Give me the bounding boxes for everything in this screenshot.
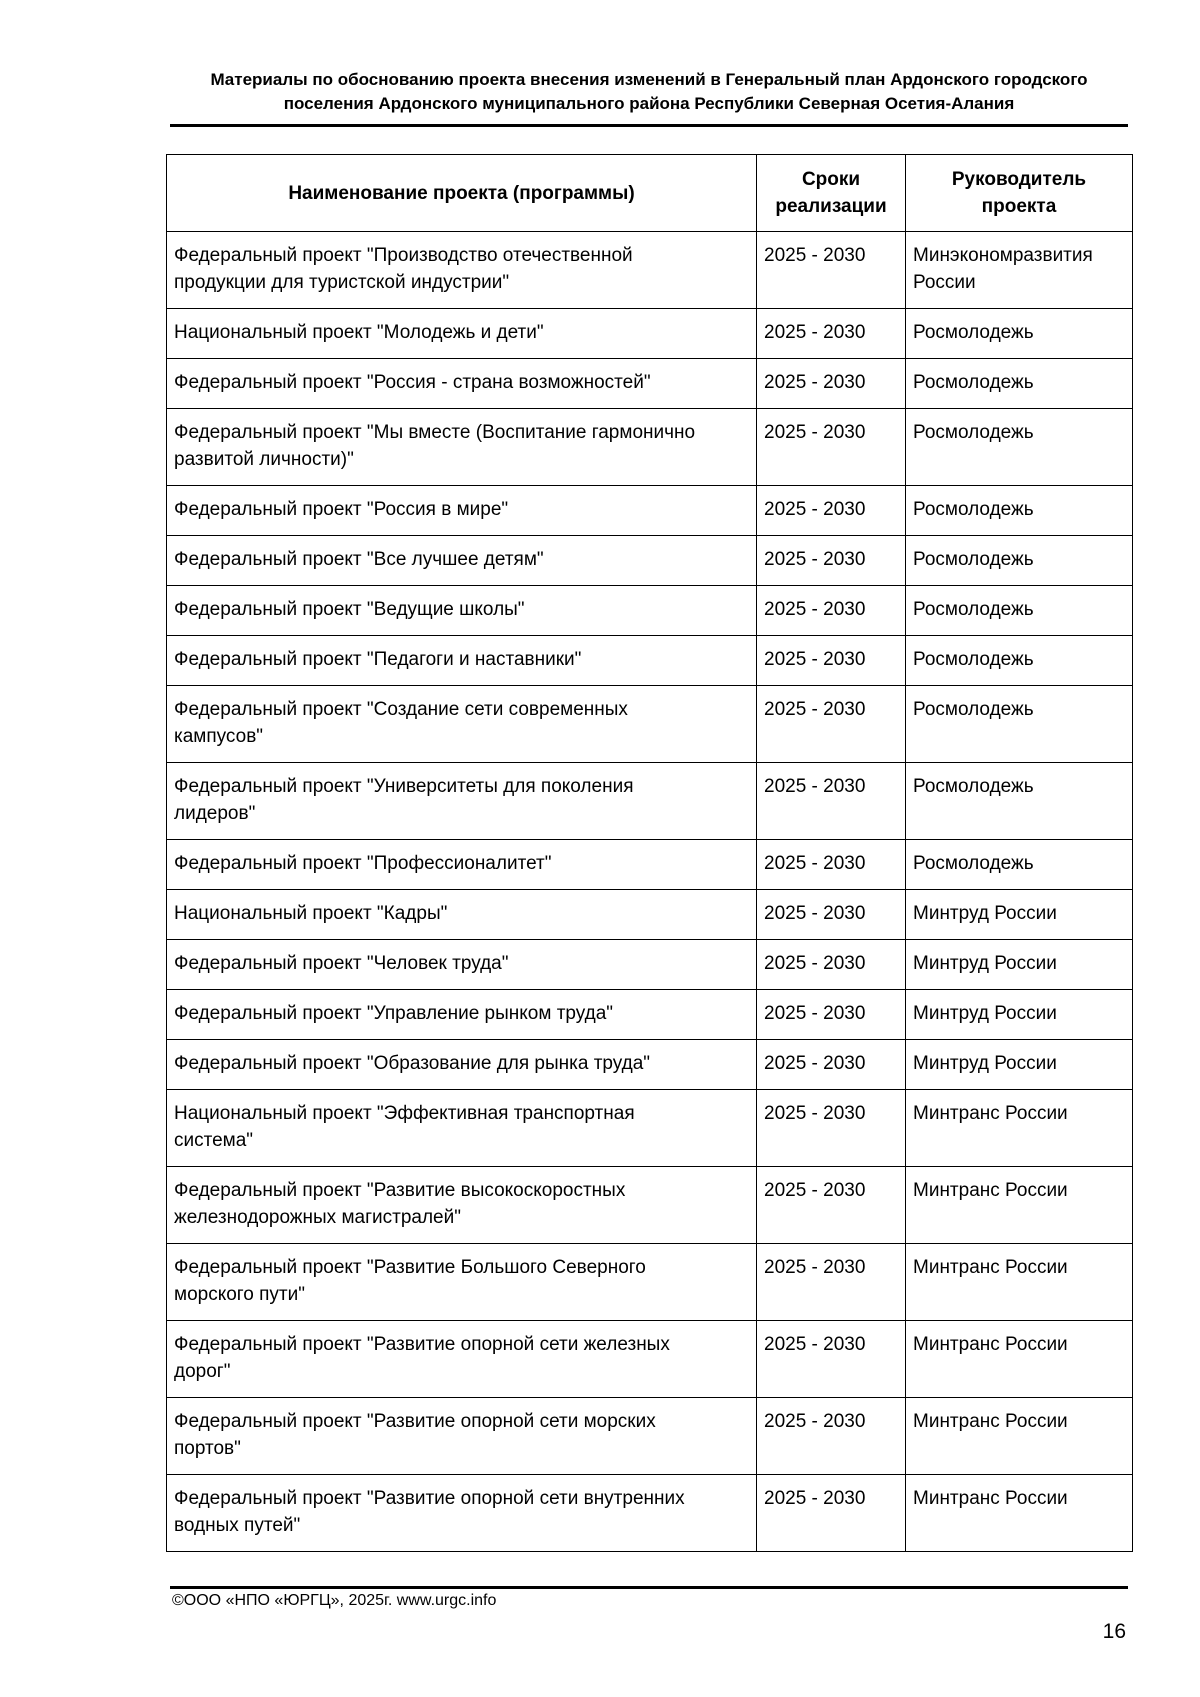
- cell-period-text: 2025 - 2030: [764, 1488, 866, 1509]
- cell-period-text: 2025 - 2030: [764, 599, 866, 620]
- cell-period: [757, 1244, 906, 1321]
- cell-period: [757, 990, 906, 1040]
- cell-project-name: [167, 536, 757, 586]
- cell-responsible: [906, 1167, 1133, 1244]
- cell-period-text: 2025 - 2030: [764, 1103, 866, 1124]
- cell-project-name-text: дорог": [174, 1361, 231, 1382]
- cell-period-text: 2025 - 2030: [764, 1053, 866, 1074]
- cell-responsible: [906, 486, 1133, 536]
- page-number: 16: [1102, 1620, 1126, 1643]
- cell-responsible-text: Минтранс России: [913, 1488, 1068, 1509]
- cell-responsible: [906, 636, 1133, 686]
- cell-responsible-text: Росмолодежь: [913, 853, 1034, 874]
- cell-period: [757, 636, 906, 686]
- header-line-1: Материалы по обоснованию проекта внесения изменений в Генеральный план Ардонского городского: [210, 70, 1088, 89]
- cell-responsible-text: Росмолодежь: [913, 699, 1034, 720]
- table-row: [167, 990, 1133, 1040]
- cell-period-text: 2025 - 2030: [764, 853, 866, 874]
- cell-responsible: [906, 763, 1133, 840]
- cell-period: [757, 1040, 906, 1090]
- table-body: [167, 232, 1133, 1552]
- cell-project-name-text: морского пути": [174, 1284, 305, 1305]
- cell-period-text: 2025 - 2030: [764, 699, 866, 720]
- cell-period-text: 2025 - 2030: [764, 1257, 866, 1278]
- cell-project-name-text: Федеральный проект "Развитие высокоскоростных: [174, 1180, 626, 1201]
- cell-period-text: 2025 - 2030: [764, 422, 866, 443]
- cell-period-text: 2025 - 2030: [764, 499, 866, 520]
- cell-responsible: [906, 586, 1133, 636]
- footer-copyright: ©ООО «НПО «ЮРГЦ», 2025г. www.urgc.info: [172, 1592, 497, 1609]
- cell-responsible: [906, 359, 1133, 409]
- column-header-period: Сроки реализации: [757, 155, 906, 232]
- cell-project-name-text: Федеральный проект "Развитие Большого Северного: [174, 1257, 646, 1278]
- cell-responsible-text: Росмолодежь: [913, 649, 1034, 670]
- cell-project-name-text: Федеральный проект "Создание сети современных: [174, 699, 628, 720]
- header-line-2: поселения Ардонского муниципального района Республики Северная Осетия-Алания: [283, 94, 1015, 113]
- cell-period: [757, 840, 906, 890]
- cell-responsible-text: Минтранс России: [913, 1103, 1068, 1124]
- cell-project-name-text: Федеральный проект "Университеты для поколения: [174, 776, 634, 797]
- table-row: [167, 486, 1133, 536]
- cell-responsible-text: Минтруд России: [913, 1053, 1057, 1074]
- cell-responsible-text: Росмолодежь: [913, 372, 1034, 393]
- cell-project-name-text: продукции для туристской индустрии": [174, 272, 510, 293]
- cell-project-name: [167, 586, 757, 636]
- table-row: [167, 636, 1133, 686]
- cell-responsible: [906, 840, 1133, 890]
- table-row: [167, 686, 1133, 763]
- table-row: [167, 232, 1133, 309]
- column-header-name: Наименование проекта (программы): [167, 155, 757, 232]
- cell-project-name: [167, 409, 757, 486]
- cell-responsible: [906, 1244, 1133, 1321]
- cell-period-text: 2025 - 2030: [764, 953, 866, 974]
- table-row: [167, 940, 1133, 990]
- table-row: [167, 1090, 1133, 1167]
- cell-period: [757, 536, 906, 586]
- cell-project-name: [167, 990, 757, 1040]
- cell-responsible-text: Росмолодежь: [913, 776, 1034, 797]
- cell-responsible: [906, 1475, 1133, 1552]
- cell-project-name: [167, 1398, 757, 1475]
- cell-responsible-text: Минтруд России: [913, 903, 1057, 924]
- cell-project-name-text: Федеральный проект "Россия - страна возможностей": [174, 372, 651, 393]
- cell-project-name: [167, 636, 757, 686]
- cell-project-name-text: Федеральный проект "Все лучшее детям": [174, 549, 544, 570]
- cell-period: [757, 309, 906, 359]
- cell-period-text: 2025 - 2030: [764, 322, 866, 343]
- header-divider: [170, 124, 1128, 127]
- table-header-row: [167, 155, 1133, 232]
- cell-responsible-text: Росмолодежь: [913, 499, 1034, 520]
- cell-responsible: [906, 686, 1133, 763]
- cell-project-name-text: Федеральный проект "Образование для рынка труда": [174, 1053, 651, 1074]
- cell-project-name: [167, 686, 757, 763]
- table-row: [167, 536, 1133, 586]
- cell-responsible-text: Минтранс России: [913, 1411, 1068, 1432]
- cell-project-name: [167, 359, 757, 409]
- cell-project-name: [167, 309, 757, 359]
- cell-responsible-text: Минтранс России: [913, 1334, 1068, 1355]
- cell-period-text: 2025 - 2030: [764, 1411, 866, 1432]
- cell-project-name-text: Национальный проект "Эффективная транспортная: [174, 1103, 635, 1124]
- cell-responsible: [906, 940, 1133, 990]
- cell-responsible: [906, 990, 1133, 1040]
- cell-period: [757, 232, 906, 309]
- cell-period: [757, 409, 906, 486]
- cell-project-name: [167, 1040, 757, 1090]
- cell-project-name: [167, 1475, 757, 1552]
- cell-project-name: [167, 1244, 757, 1321]
- cell-period: [757, 586, 906, 636]
- cell-responsible: [906, 409, 1133, 486]
- page-header: [170, 68, 1128, 116]
- cell-period: [757, 1321, 906, 1398]
- table-row: [167, 1167, 1133, 1244]
- cell-project-name-text: Федеральный проект "Мы вместе (Воспитание гармонично: [174, 422, 696, 443]
- cell-project-name-text: Федеральный проект "Ведущие школы": [174, 599, 525, 620]
- cell-project-name: [167, 232, 757, 309]
- table-row: [167, 1321, 1133, 1398]
- cell-project-name: [167, 1321, 757, 1398]
- cell-period: [757, 686, 906, 763]
- cell-project-name-text: железнодорожных магистралей": [174, 1207, 461, 1228]
- projects-table: [166, 154, 1133, 1552]
- cell-responsible: [906, 309, 1133, 359]
- cell-project-name-text: портов": [174, 1438, 241, 1459]
- table-row: [167, 309, 1133, 359]
- cell-responsible-text: Минтруд России: [913, 1003, 1057, 1024]
- cell-project-name-text: Федеральный проект "Развитие опорной сети морских: [174, 1411, 656, 1432]
- cell-project-name-text: Федеральный проект "Человек труда": [174, 953, 509, 974]
- cell-period-text: 2025 - 2030: [764, 1003, 866, 1024]
- cell-project-name: [167, 1090, 757, 1167]
- cell-period: [757, 486, 906, 536]
- cell-period: [757, 1167, 906, 1244]
- cell-project-name-text: Федеральный проект "Россия в мире": [174, 499, 509, 520]
- column-header-head: Руководитель проекта: [906, 155, 1133, 232]
- table-row: [167, 409, 1133, 486]
- cell-responsible-text: Минэкономразвития: [913, 245, 1093, 266]
- table-row: [167, 1475, 1133, 1552]
- table-row: [167, 359, 1133, 409]
- cell-project-name-text: Федеральный проект "Производство отечественной: [174, 245, 633, 266]
- cell-project-name-text: водных путей": [174, 1515, 301, 1536]
- cell-period: [757, 940, 906, 990]
- cell-responsible-text: Минтранс России: [913, 1257, 1068, 1278]
- table-row: [167, 763, 1133, 840]
- cell-responsible: [906, 1321, 1133, 1398]
- cell-project-name-text: развитой личности)": [174, 449, 354, 470]
- table-row: [167, 586, 1133, 636]
- cell-period-text: 2025 - 2030: [764, 1334, 866, 1355]
- table-row: [167, 840, 1133, 890]
- cell-responsible: [906, 232, 1133, 309]
- cell-project-name: [167, 486, 757, 536]
- cell-project-name: [167, 1167, 757, 1244]
- cell-period-text: 2025 - 2030: [764, 372, 866, 393]
- cell-period-text: 2025 - 2030: [764, 649, 866, 670]
- cell-project-name: [167, 890, 757, 940]
- cell-period-text: 2025 - 2030: [764, 549, 866, 570]
- cell-project-name: [167, 763, 757, 840]
- table-row: [167, 1244, 1133, 1321]
- cell-responsible-text: Росмолодежь: [913, 599, 1034, 620]
- cell-period: [757, 1475, 906, 1552]
- cell-responsible: [906, 890, 1133, 940]
- cell-responsible-text: России: [913, 272, 976, 293]
- cell-project-name-text: Национальный проект "Молодежь и дети": [174, 322, 544, 343]
- cell-responsible: [906, 536, 1133, 586]
- cell-responsible-text: Росмолодежь: [913, 422, 1034, 443]
- cell-period: [757, 1090, 906, 1167]
- cell-project-name-text: Федеральный проект "Развитие опорной сети внутренних: [174, 1488, 685, 1509]
- cell-period: [757, 890, 906, 940]
- footer-divider: [170, 1586, 1128, 1589]
- cell-responsible: [906, 1398, 1133, 1475]
- cell-project-name-text: Федеральный проект "Управление рынком труда": [174, 1003, 614, 1024]
- table-row: [167, 1398, 1133, 1475]
- cell-project-name: [167, 940, 757, 990]
- cell-responsible-text: Минтруд России: [913, 953, 1057, 974]
- cell-project-name-text: Федеральный проект "Развитие опорной сети железных: [174, 1334, 670, 1355]
- cell-project-name-text: Федеральный проект "Профессионалитет": [174, 853, 552, 874]
- cell-responsible-text: Росмолодежь: [913, 322, 1034, 343]
- cell-period-text: 2025 - 2030: [764, 1180, 866, 1201]
- cell-project-name-text: кампусов": [174, 726, 264, 747]
- cell-responsible-text: Росмолодежь: [913, 549, 1034, 570]
- table-row: [167, 1040, 1133, 1090]
- table-row: [167, 890, 1133, 940]
- cell-period-text: 2025 - 2030: [764, 245, 866, 266]
- cell-project-name-text: лидеров": [174, 803, 256, 824]
- cell-responsible-text: Минтранс России: [913, 1180, 1068, 1201]
- cell-period: [757, 763, 906, 840]
- cell-period-text: 2025 - 2030: [764, 776, 866, 797]
- cell-project-name-text: Федеральный проект "Педагоги и наставники": [174, 649, 582, 670]
- cell-project-name: [167, 840, 757, 890]
- cell-period: [757, 359, 906, 409]
- cell-project-name-text: система": [174, 1130, 254, 1151]
- cell-responsible: [906, 1040, 1133, 1090]
- cell-period-text: 2025 - 2030: [764, 903, 866, 924]
- cell-period: [757, 1398, 906, 1475]
- cell-project-name-text: Национальный проект "Кадры": [174, 903, 448, 924]
- cell-responsible: [906, 1090, 1133, 1167]
